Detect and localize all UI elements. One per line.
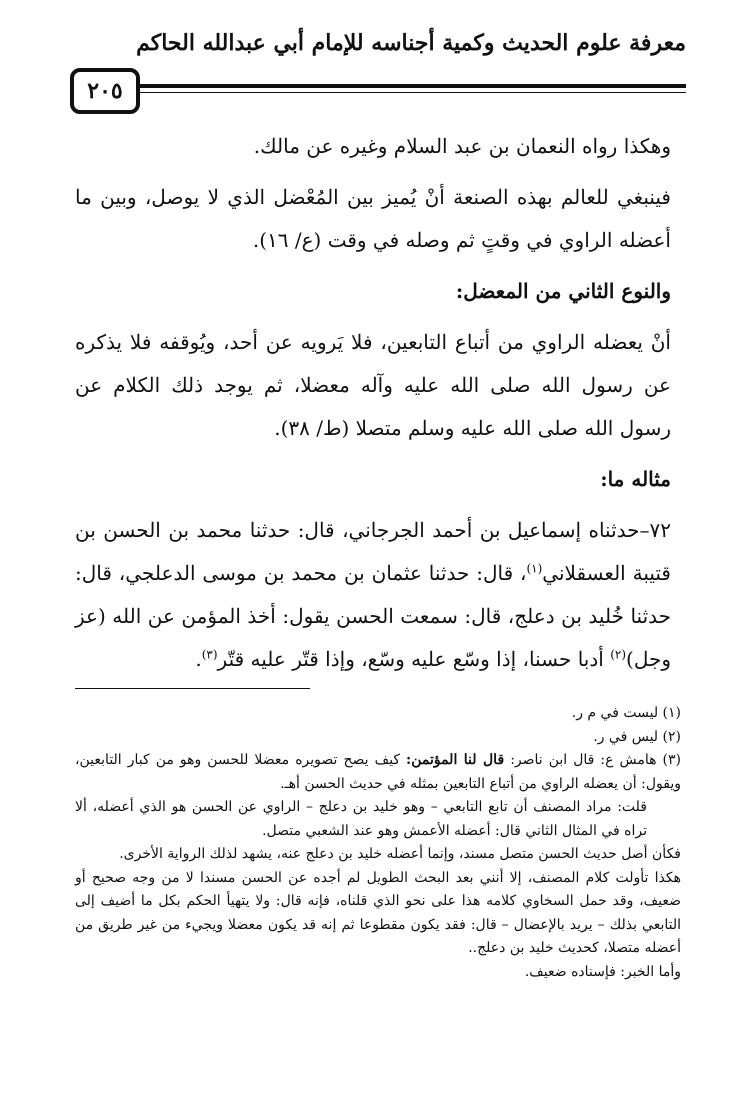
header-rule-thin xyxy=(130,92,686,93)
footnote-3-comment: قلت: مراد المصنف أن تابع التابعي – وهو خليد بن دعلج – الراوي عن الحسن هو الذي أعضله، ألا تراه في المثال الثاني قال: أعضله الأعمش وهو عند الشعبي متصل. xyxy=(75,799,647,839)
paragraph-4-part-d: . xyxy=(195,647,202,671)
footnote-3-discussion: هكذا تأولت كلام المصنف، إلا أنني بعد البحث الطويل لم أجده عن الحسن مسندا لا من وجه صحيح أو ضعيف، وقد حمل السخاوي كلامه هذا على نحو الذي قلناه، فإنه قال: ولا يتهيأ الحكم بكل ما أضيف إلى التابعي بذلك – يريد بالإعضال – قال: فقد يكون مقطوعا ثم إنه قد يكون معضلا ويجيء من غير طريق من أعضله متصلا، كحديث خليد بن دعلج.. xyxy=(75,869,681,956)
footnotes xyxy=(75,702,681,984)
footnote-ref-3[interactable]: (٣) xyxy=(201,647,218,662)
footnote-2: (٢) ليس في ر. xyxy=(593,728,681,745)
paragraph-1: وهكذا رواه النعمان بن عبد السلام وغيره عن مالك. xyxy=(253,134,671,158)
paragraph-4-part-c: أدبا حسنا، إذا وسّع عليه وسّع، وإذا قتّر عليه قتّر xyxy=(217,647,611,671)
footnote-3-note: فكأن أصل حديث الحسن متصل مسند، وإنما أعضله خليد بن دعلج عنه، يشهد لذلك الرواية الأخرى. xyxy=(119,846,681,862)
paragraph-4-part-a: ٧٢–حدثناه إسماعيل بن أحمد الجرجاني، قال: حدثنا محمد بن الحسن بن قتيبة العسقلاني xyxy=(75,518,671,585)
paragraph-4 xyxy=(75,509,671,681)
paragraph-4-part-b: ، قال: حدثنا عثمان بن محمد بن موسى الدعلجي، قال: حدثنا خُليد بن دعلج، قال: سمعت الحسن يقول: أخذ المؤمن عن الله (عز وجل) xyxy=(75,561,671,671)
footnote-1: (١) ليست في م ر. xyxy=(571,705,681,721)
running-title: معرفة علوم الحديث وكمية أجناسه للإمام أبي عبدالله الحاكم xyxy=(136,30,686,56)
header-rule-thick xyxy=(130,84,686,88)
section-heading-2: مثاله ما: xyxy=(600,467,671,491)
footnote-3-bold: قال لنا المؤتمن: xyxy=(406,752,505,768)
footnote-3-prefix: (٣) هامش ع: قال ابن ناصر: xyxy=(504,752,681,768)
footnote-ref-1[interactable]: (١) xyxy=(526,561,543,576)
footnote-3-conclusion: وأما الخبر: فإسناده ضعيف. xyxy=(524,963,681,980)
main-text xyxy=(75,125,671,689)
footnote-3 xyxy=(75,749,681,796)
paragraph-3: أنْ يعضله الراوي من أتباع التابعين، فلا يَرويه عن أحد، ويُوقفه فلا يذكره عن رسول الله صلى الله عليه وآله معضلا، ثم يوجد ذلك الكلام عن رسول الله صلى الله عليه وسلم متصلا (ط/ ٣٨). xyxy=(75,330,671,440)
section-heading-1: والنوع الثاني من المعضل: xyxy=(455,279,671,303)
page-header xyxy=(70,30,686,104)
footnote-3-rest: كيف يصح تصويره معضلا للحسن وهو من كبار التابعين، ويقول: أن يعضله الراوي من أتباع التابعين بمثله في حديث الحسن أهـ. xyxy=(75,752,681,792)
page-number: ٢٠٥ xyxy=(70,68,140,114)
footnote-separator xyxy=(75,688,310,689)
paragraph-2: فينبغي للعالم بهذه الصنعة أنْ يُميز بين المُعْضل الذي لا يوصل، وبين ما أعضله الراوي في وقتٍ ثم وصله في وقت (ع/ ١٦). xyxy=(75,185,671,252)
footnote-ref-2[interactable]: (٢) xyxy=(610,647,627,662)
